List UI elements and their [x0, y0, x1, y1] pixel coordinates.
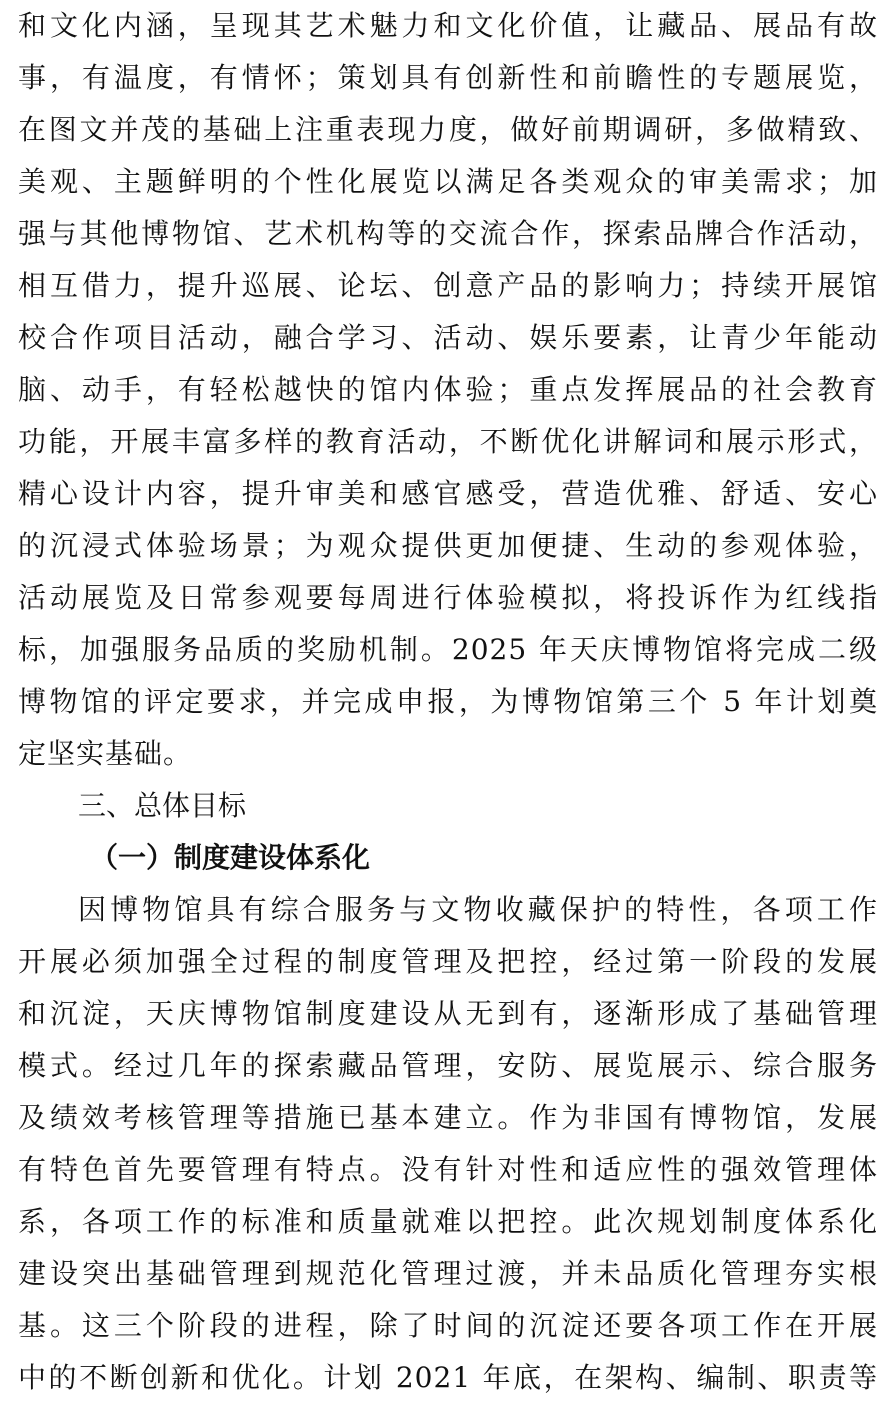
- section-heading: 三、总体目标: [78, 789, 247, 822]
- document-page: [18, 0, 878, 1404]
- paragraph-line: 博物馆的评定要求，并完成申报，为博物馆第三个 5 年计划奠: [18, 685, 878, 718]
- paragraph-line: 在图文并茂的基础上注重表现力度，做好前期调研，多做精致、: [18, 113, 878, 146]
- paragraph-line: 标，加强服务品质的奖励机制。2025 年天庆博物馆将完成二级: [18, 633, 878, 666]
- paragraph-line: 及绩效考核管理等措施已基本建立。作为非国有博物馆，发展: [18, 1101, 878, 1134]
- paragraph-line: 活动展览及日常参观要每周进行体验模拟，将投诉作为红线指: [18, 581, 878, 614]
- paragraph-line: 校合作项目活动，融合学习、活动、娱乐要素，让青少年能动: [18, 321, 878, 354]
- paragraph-line: 美观、主题鲜明的个性化展览以满足各类观众的审美需求；加: [18, 165, 878, 198]
- paragraph-line: 因博物馆具有综合服务与文物收藏保护的特性，各项工作: [78, 893, 878, 926]
- paragraph-line: 中的不断创新和优化。计划 2021 年底，在架构、编制、职责等: [18, 1361, 878, 1394]
- paragraph-line: 精心设计内容，提升审美和感官感受，营造优雅、舒适、安心: [18, 477, 878, 510]
- paragraph-line: 和文化内涵，呈现其艺术魅力和文化价值，让藏品、展品有故: [18, 9, 878, 42]
- paragraph-line: 相互借力，提升巡展、论坛、创意产品的影响力；持续开展馆: [18, 269, 878, 302]
- paragraph-line: 事，有温度，有情怀；策划具有创新性和前瞻性的专题展览，: [18, 61, 878, 94]
- paragraph-line: 的沉浸式体验场景；为观众提供更加便捷、生动的参观体验，: [18, 529, 878, 562]
- subsection-heading: （一）制度建设体系化: [90, 841, 371, 874]
- paragraph-line: 脑、动手，有轻松越快的馆内体验；重点发挥展品的社会教育: [18, 373, 878, 406]
- paragraph-line: 和沉淀，天庆博物馆制度建设从无到有，逐渐形成了基础管理: [18, 997, 878, 1030]
- paragraph-line: 基。这三个阶段的进程，除了时间的沉淀还要各项工作在开展: [18, 1309, 878, 1342]
- paragraph-line: 系，各项工作的标准和质量就难以把控。此次规划制度体系化: [18, 1205, 878, 1238]
- paragraph-1: [18, 0, 878, 780]
- paragraph-2: [18, 884, 878, 1404]
- paragraph-line: 模式。经过几年的探索藏品管理，安防、展览展示、综合服务: [18, 1049, 878, 1082]
- paragraph-line: 建设突出基础管理到规范化管理过渡，并未品质化管理夯实根: [18, 1257, 878, 1290]
- paragraph-line: 开展必须加强全过程的制度管理及把控，经过第一阶段的发展: [18, 945, 878, 978]
- paragraph-line: 功能，开展丰富多样的教育活动，不断优化讲解词和展示形式，: [18, 425, 878, 458]
- paragraph-line: 有特色首先要管理有特点。没有针对性和适应性的强效管理体: [18, 1153, 878, 1186]
- paragraph-line: 强与其他博物馆、艺术机构等的交流合作，探索品牌合作活动，: [18, 217, 878, 250]
- paragraph-line: 定坚实基础。: [18, 737, 193, 770]
